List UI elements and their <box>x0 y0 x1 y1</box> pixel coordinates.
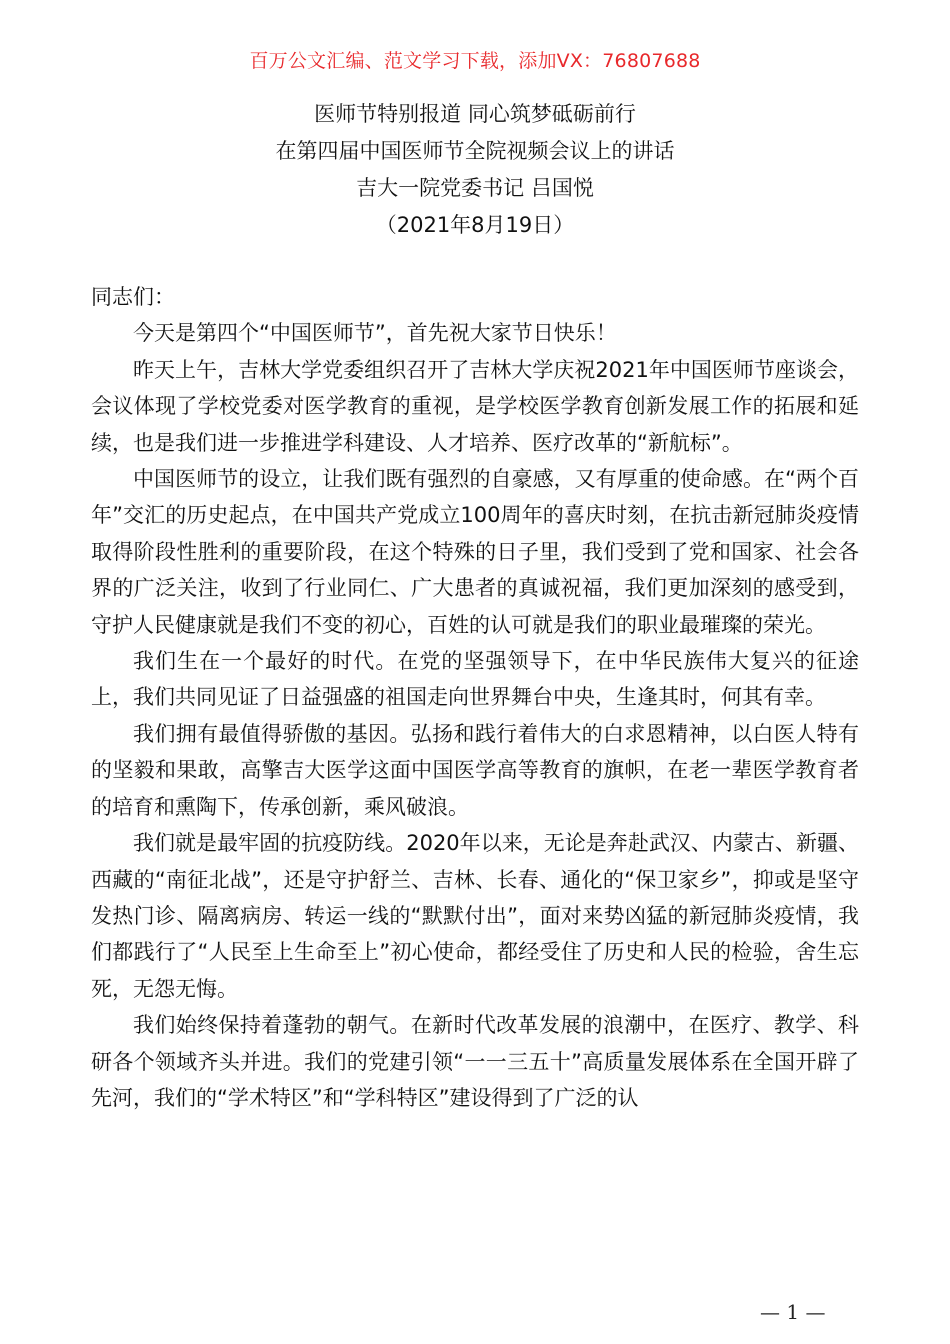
title-date: （2021年8月19日） <box>375 213 575 237</box>
page-number: — 1 — <box>760 1300 826 1324</box>
paragraph: 今天是第四个“中国医师节”，首先祝大家节日快乐！ <box>133 321 617 346</box>
title-block <box>0 96 950 244</box>
paragraph: 我们生在一个最好的时代。在党的坚强领导下，在中华民族伟大复兴的征途上，我们共同见证了日益强盛的祖国走向世界舞台中央，生逢其时，何其有幸。 <box>91 649 859 710</box>
salutation: 同志们： <box>91 285 175 309</box>
paragraph: 我们就是最牢固的抗疫防线。2020年以来，无论是奔赴武汉、内蒙古、新疆、西藏的“南征北战”，还是守护舒兰、吉林、长春、通化的“保卫家乡”，抑或是坚守发热门诊、隔离病房、转运一线的“默默付出”，面对来势凶猛的新冠肺炎疫情，我们都践行了“人民至上生命至上”初心使命，都经受住了历史和人民的检验，舍生忘死，无怨无悔。 <box>91 831 859 1001</box>
watermark-banner: 百万公文汇编、范文学习下载，添加VX：76807688 <box>249 50 701 72</box>
paragraph: 我们始终保持着蓬勃的朝气。在新时代改革发展的浪潮中，在医疗、教学、科研各个领域齐头并进。我们的党建引领“一一三五十”高质量发展体系在全国开辟了先河，我们的“学术特区”和“学科特区”建设得到了广泛的认 <box>91 1013 859 1110</box>
document-body <box>91 279 859 1116</box>
title-speaker: 吉大一院党委书记 吕国悦 <box>356 176 594 200</box>
paragraph: 我们拥有最值得骄傲的基因。弘扬和践行着伟大的白求恩精神，以白医人特有的坚毅和果敢，高擎吉大医学这面中国医学高等教育的旗帜，在老一辈医学教育者的培育和熏陶下，传承创新，乘风破浪。 <box>91 721 859 819</box>
paragraph: 昨天上午，吉林大学党委组织召开了吉林大学庆祝2021年中国医师节座谈会，会议体现了学校党委对医学教育的重视，是学校医学教育创新发展工作的拓展和延续，也是我们进一步推进学科建设、人才培养、医疗改革的“新航标”。 <box>91 357 859 455</box>
paragraph: 中国医师节的设立，让我们既有强烈的自豪感，又有厚重的使命感。在“两个百年”交汇的历史起点，在中国共产党成立100周年的喜庆时刻，在抗击新冠肺炎疫情取得阶段性胜利的重要阶段，在这个特殊的日子里，我们受到了党和国家、社会各界的广泛关注，收到了行业同仁、广大患者的真诚祝福，我们更加深刻的感受到，守护人民健康就是我们不变的初心，百姓的认可就是我们的职业最璀璨的荣光。 <box>91 467 859 637</box>
title-headline: 医师节特别报道 同心筑梦砥砺前行 <box>314 102 636 126</box>
title-speech-name: 在第四届中国医师节全院视频会议上的讲话 <box>275 139 675 163</box>
